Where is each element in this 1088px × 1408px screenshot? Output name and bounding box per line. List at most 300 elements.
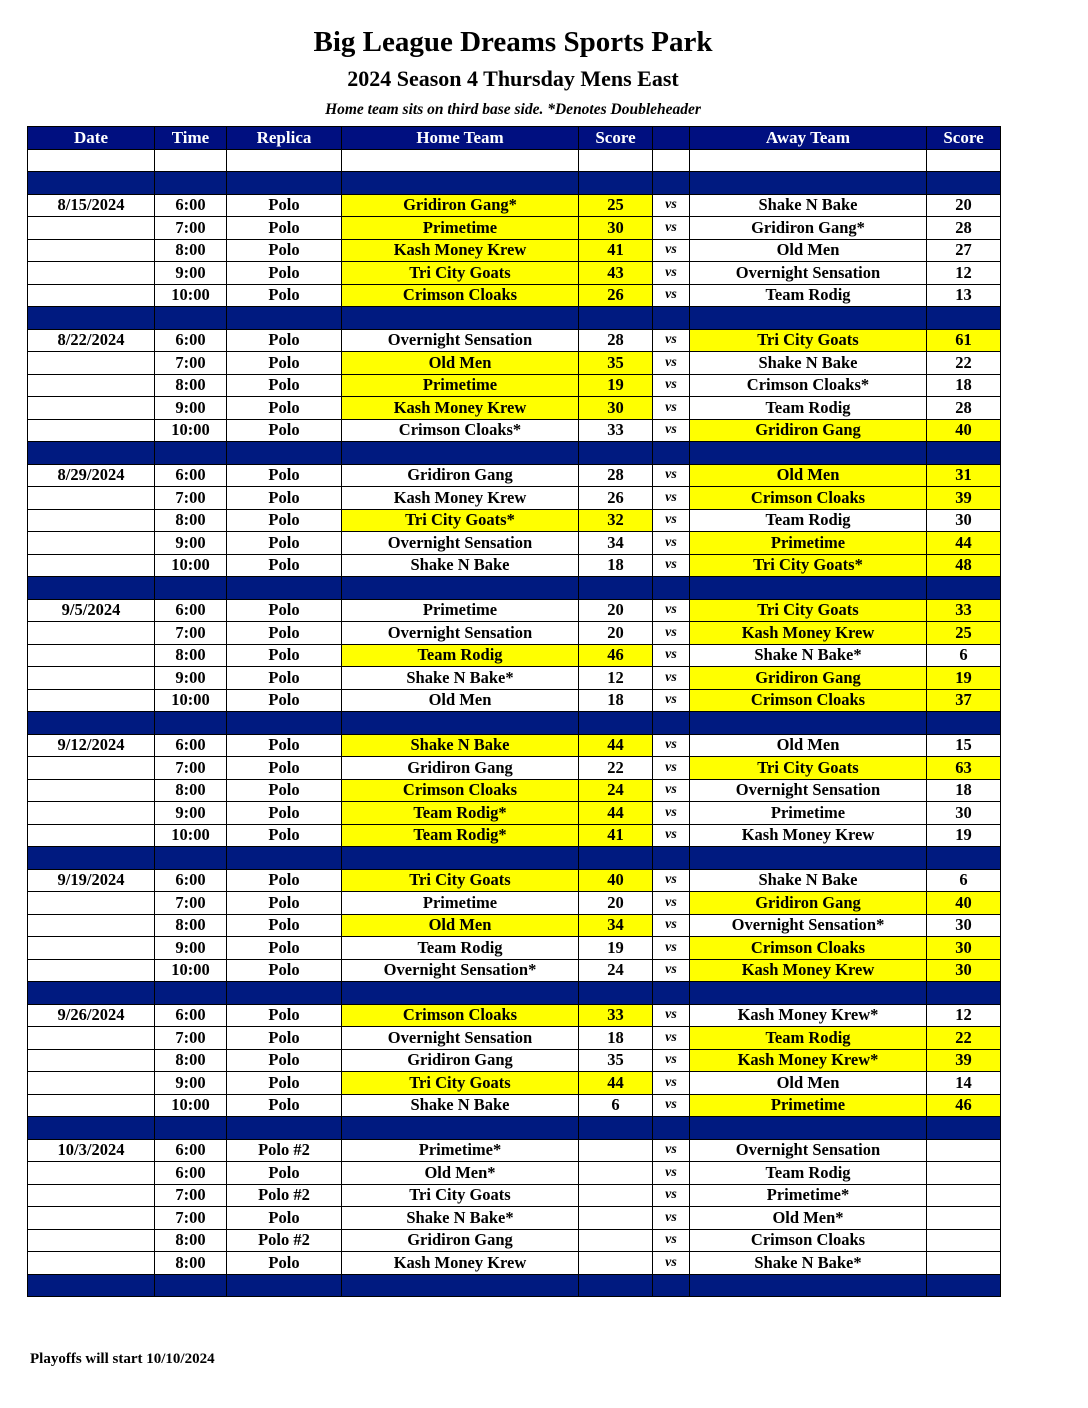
home-score: 33 <box>579 1004 653 1027</box>
away-score: 20 <box>927 194 1001 217</box>
away-score <box>927 1162 1001 1185</box>
game-time: 7:00 <box>155 622 227 645</box>
away-score: 46 <box>927 1094 1001 1117</box>
game-time: 8:00 <box>155 779 227 802</box>
game-row <box>28 779 1001 802</box>
home-score: 28 <box>579 329 653 352</box>
game-time: 10:00 <box>155 824 227 847</box>
away-team: Overnight Sensation <box>690 1139 927 1162</box>
vs-label: vs <box>653 892 690 915</box>
home-team: Old Men <box>342 914 579 937</box>
home-team: Kash Money Krew <box>342 397 579 420</box>
game-replica: Polo <box>227 599 342 622</box>
game-date <box>28 937 155 960</box>
game-date <box>28 509 155 532</box>
game-row <box>28 1184 1001 1207</box>
game-row <box>28 374 1001 397</box>
home-score: 32 <box>579 509 653 532</box>
home-team: Tri City Goats <box>342 1072 579 1095</box>
game-replica: Polo <box>227 959 342 982</box>
game-replica: Polo <box>227 239 342 262</box>
game-date <box>28 1162 155 1185</box>
home-score: 24 <box>579 779 653 802</box>
away-score: 30 <box>927 802 1001 825</box>
vs-label: vs <box>653 914 690 937</box>
away-team: Old Men <box>690 239 927 262</box>
home-score: 20 <box>579 892 653 915</box>
away-score: 28 <box>927 397 1001 420</box>
game-row <box>28 262 1001 285</box>
away-score: 40 <box>927 892 1001 915</box>
away-team: Overnight Sensation <box>690 779 927 802</box>
game-replica: Polo <box>227 734 342 757</box>
home-team: Overnight Sensation* <box>342 959 579 982</box>
game-replica: Polo <box>227 374 342 397</box>
game-row <box>28 599 1001 622</box>
away-score: 39 <box>927 1049 1001 1072</box>
home-team: Primetime <box>342 892 579 915</box>
game-row <box>28 914 1001 937</box>
game-row <box>28 824 1001 847</box>
away-team: Crimson Cloaks <box>690 937 927 960</box>
game-replica: Polo <box>227 667 342 690</box>
away-score: 19 <box>927 667 1001 690</box>
away-team: Primetime <box>690 802 927 825</box>
game-row <box>28 1139 1001 1162</box>
home-team: Old Men* <box>342 1162 579 1185</box>
home-team: Team Rodig* <box>342 802 579 825</box>
vs-label: vs <box>653 419 690 442</box>
away-score: 37 <box>927 689 1001 712</box>
vs-label: vs <box>653 284 690 307</box>
game-time: 8:00 <box>155 1252 227 1275</box>
away-score: 28 <box>927 217 1001 240</box>
away-score: 22 <box>927 1027 1001 1050</box>
game-row <box>28 802 1001 825</box>
game-time: 6:00 <box>155 464 227 487</box>
game-date <box>28 914 155 937</box>
home-team: Crimson Cloaks* <box>342 419 579 442</box>
away-team: Shake N Bake <box>690 869 927 892</box>
away-score <box>927 1184 1001 1207</box>
home-score: 46 <box>579 644 653 667</box>
home-score: 26 <box>579 487 653 510</box>
game-replica: Polo #2 <box>227 1139 342 1162</box>
home-score: 33 <box>579 419 653 442</box>
away-score: 6 <box>927 644 1001 667</box>
away-team: Team Rodig <box>690 284 927 307</box>
away-score: 18 <box>927 374 1001 397</box>
game-time: 6:00 <box>155 1139 227 1162</box>
home-score: 41 <box>579 239 653 262</box>
home-team: Crimson Cloaks <box>342 779 579 802</box>
game-time: 7:00 <box>155 757 227 780</box>
home-team: Shake N Bake* <box>342 1207 579 1230</box>
vs-label: vs <box>653 352 690 375</box>
vs-label: vs <box>653 397 690 420</box>
vs-label: vs <box>653 1252 690 1275</box>
home-score <box>579 1162 653 1185</box>
vs-label: vs <box>653 937 690 960</box>
home-team: Tri City Goats <box>342 262 579 285</box>
home-score: 44 <box>579 1072 653 1095</box>
game-replica: Polo <box>227 284 342 307</box>
away-score: 6 <box>927 869 1001 892</box>
game-row <box>28 419 1001 442</box>
home-team: Shake N Bake <box>342 734 579 757</box>
home-score: 30 <box>579 397 653 420</box>
away-team: Team Rodig <box>690 1027 927 1050</box>
home-score: 34 <box>579 914 653 937</box>
away-score: 13 <box>927 284 1001 307</box>
vs-label: vs <box>653 622 690 645</box>
game-replica: Polo <box>227 622 342 645</box>
game-date <box>28 239 155 262</box>
game-replica: Polo <box>227 487 342 510</box>
home-score: 35 <box>579 1049 653 1072</box>
away-score <box>927 1207 1001 1230</box>
vs-label: vs <box>653 464 690 487</box>
week-separator-band <box>28 577 1001 600</box>
game-date <box>28 959 155 982</box>
away-score: 39 <box>927 487 1001 510</box>
vs-label: vs <box>653 1162 690 1185</box>
away-score <box>927 1229 1001 1252</box>
game-date <box>28 824 155 847</box>
game-replica: Polo #2 <box>227 1229 342 1252</box>
week-separator-band <box>28 847 1001 870</box>
away-team: Primetime <box>690 1094 927 1117</box>
game-replica: Polo <box>227 194 342 217</box>
game-row <box>28 1094 1001 1117</box>
away-team: Crimson Cloaks <box>690 689 927 712</box>
game-time: 10:00 <box>155 554 227 577</box>
game-replica: Polo <box>227 554 342 577</box>
game-date <box>28 217 155 240</box>
vs-label: vs <box>653 509 690 532</box>
column-header-home-team: Home Team <box>342 127 579 150</box>
game-date <box>28 262 155 285</box>
vs-label: vs <box>653 487 690 510</box>
home-score: 41 <box>579 824 653 847</box>
away-score: 33 <box>927 599 1001 622</box>
home-score: 18 <box>579 689 653 712</box>
away-score: 30 <box>927 914 1001 937</box>
away-score: 18 <box>927 779 1001 802</box>
home-team: Overnight Sensation <box>342 329 579 352</box>
vs-label: vs <box>653 374 690 397</box>
game-replica: Polo #2 <box>227 1184 342 1207</box>
game-row <box>28 464 1001 487</box>
away-team: Kash Money Krew <box>690 959 927 982</box>
game-replica: Polo <box>227 1072 342 1095</box>
game-replica: Polo <box>227 1162 342 1185</box>
home-team: Old Men <box>342 689 579 712</box>
vs-label: vs <box>653 824 690 847</box>
away-team: Old Men <box>690 1072 927 1095</box>
away-team: Shake N Bake* <box>690 1252 927 1275</box>
vs-label: vs <box>653 802 690 825</box>
game-date <box>28 487 155 510</box>
home-team: Team Rodig <box>342 937 579 960</box>
game-replica: Polo <box>227 644 342 667</box>
game-row <box>28 892 1001 915</box>
game-date <box>28 1049 155 1072</box>
away-score: 19 <box>927 824 1001 847</box>
home-score <box>579 1207 653 1230</box>
game-row <box>28 352 1001 375</box>
home-score: 19 <box>579 937 653 960</box>
away-team: Gridiron Gang <box>690 419 927 442</box>
away-score: 27 <box>927 239 1001 262</box>
away-team: Shake N Bake <box>690 194 927 217</box>
game-time: 10:00 <box>155 689 227 712</box>
game-replica: Polo <box>227 352 342 375</box>
vs-label: vs <box>653 599 690 622</box>
home-team: Overnight Sensation <box>342 532 579 555</box>
home-score: 18 <box>579 1027 653 1050</box>
game-time: 9:00 <box>155 1072 227 1095</box>
game-time: 7:00 <box>155 1027 227 1050</box>
column-header-home-score: Score <box>579 127 653 150</box>
home-team: Crimson Cloaks <box>342 284 579 307</box>
vs-label: vs <box>653 757 690 780</box>
header-row <box>28 127 1001 150</box>
home-team: Gridiron Gang* <box>342 194 579 217</box>
game-time: 7:00 <box>155 892 227 915</box>
game-row <box>28 622 1001 645</box>
game-date <box>28 1252 155 1275</box>
home-score: 24 <box>579 959 653 982</box>
game-date <box>28 802 155 825</box>
game-time: 8:00 <box>155 1049 227 1072</box>
game-date: 9/5/2024 <box>28 599 155 622</box>
home-score <box>579 1229 653 1252</box>
game-replica: Polo <box>227 1049 342 1072</box>
game-time: 9:00 <box>155 937 227 960</box>
column-header-away-score: Score <box>927 127 1001 150</box>
game-time: 7:00 <box>155 1184 227 1207</box>
game-date <box>28 892 155 915</box>
away-team: Kash Money Krew* <box>690 1004 927 1027</box>
game-date <box>28 1229 155 1252</box>
week-separator-band <box>28 442 1001 465</box>
game-row <box>28 217 1001 240</box>
game-row <box>28 1072 1001 1095</box>
away-team: Tri City Goats* <box>690 554 927 577</box>
game-row <box>28 644 1001 667</box>
game-row <box>28 869 1001 892</box>
week-separator-band <box>28 307 1001 330</box>
column-header-replica: Replica <box>227 127 342 150</box>
game-replica: Polo <box>227 532 342 555</box>
away-score: 22 <box>927 352 1001 375</box>
game-row <box>28 329 1001 352</box>
away-score: 30 <box>927 509 1001 532</box>
game-replica: Polo <box>227 1252 342 1275</box>
vs-label: vs <box>653 329 690 352</box>
away-team: Team Rodig <box>690 509 927 532</box>
week-separator-band <box>28 1117 1001 1140</box>
home-score: 34 <box>579 532 653 555</box>
game-replica: Polo <box>227 1004 342 1027</box>
vs-label: vs <box>653 1094 690 1117</box>
column-header-vs <box>653 127 690 150</box>
vs-label: vs <box>653 689 690 712</box>
home-team: Primetime* <box>342 1139 579 1162</box>
vs-label: vs <box>653 1004 690 1027</box>
game-replica: Polo <box>227 509 342 532</box>
game-date <box>28 284 155 307</box>
game-row <box>28 1049 1001 1072</box>
home-team: Kash Money Krew <box>342 239 579 262</box>
game-time: 8:00 <box>155 644 227 667</box>
game-time: 6:00 <box>155 869 227 892</box>
home-score: 44 <box>579 734 653 757</box>
game-date: 8/29/2024 <box>28 464 155 487</box>
vs-label: vs <box>653 779 690 802</box>
home-team: Tri City Goats <box>342 1184 579 1207</box>
game-replica: Polo <box>227 464 342 487</box>
game-date <box>28 554 155 577</box>
game-date <box>28 1027 155 1050</box>
game-date <box>28 757 155 780</box>
game-time: 8:00 <box>155 1229 227 1252</box>
away-team: Team Rodig <box>690 397 927 420</box>
week-separator-band <box>28 982 1001 1005</box>
away-score: 61 <box>927 329 1001 352</box>
game-row <box>28 757 1001 780</box>
home-team: Gridiron Gang <box>342 757 579 780</box>
away-score: 25 <box>927 622 1001 645</box>
home-score: 30 <box>579 217 653 240</box>
away-score: 12 <box>927 262 1001 285</box>
home-score: 19 <box>579 374 653 397</box>
game-row <box>28 1229 1001 1252</box>
game-replica: Polo <box>227 217 342 240</box>
week-separator-band <box>28 712 1001 735</box>
game-date: 9/26/2024 <box>28 1004 155 1027</box>
game-time: 9:00 <box>155 397 227 420</box>
home-score: 26 <box>579 284 653 307</box>
game-date <box>28 419 155 442</box>
away-team: Old Men <box>690 734 927 757</box>
game-row <box>28 194 1001 217</box>
home-team: Tri City Goats* <box>342 509 579 532</box>
game-date <box>28 667 155 690</box>
game-row <box>28 1027 1001 1050</box>
home-score: 40 <box>579 869 653 892</box>
vs-label: vs <box>653 1229 690 1252</box>
vs-label: vs <box>653 194 690 217</box>
game-time: 7:00 <box>155 352 227 375</box>
home-team: Old Men <box>342 352 579 375</box>
game-replica: Polo <box>227 779 342 802</box>
vs-label: vs <box>653 959 690 982</box>
home-team: Kash Money Krew <box>342 487 579 510</box>
game-replica: Polo <box>227 262 342 285</box>
away-team: Gridiron Gang* <box>690 217 927 240</box>
game-replica: Polo <box>227 1094 342 1117</box>
away-team: Crimson Cloaks <box>690 487 927 510</box>
game-time: 10:00 <box>155 419 227 442</box>
home-team: Overnight Sensation <box>342 1027 579 1050</box>
game-time: 7:00 <box>155 217 227 240</box>
game-date <box>28 1184 155 1207</box>
home-team: Team Rodig <box>342 644 579 667</box>
away-team: Gridiron Gang <box>690 892 927 915</box>
game-date <box>28 689 155 712</box>
away-score: 40 <box>927 419 1001 442</box>
game-date <box>28 622 155 645</box>
game-time: 10:00 <box>155 1094 227 1117</box>
home-team: Tri City Goats <box>342 869 579 892</box>
schedule-table <box>27 126 1001 1297</box>
game-date <box>28 1094 155 1117</box>
column-header-time: Time <box>155 127 227 150</box>
game-time: 7:00 <box>155 1207 227 1230</box>
vs-label: vs <box>653 1184 690 1207</box>
game-row <box>28 509 1001 532</box>
game-date <box>28 1072 155 1095</box>
page-title: Big League Dreams Sports Park <box>313 26 713 58</box>
week-separator-band <box>28 172 1001 195</box>
column-header-away-team: Away Team <box>690 127 927 150</box>
vs-label: vs <box>653 667 690 690</box>
game-time: 6:00 <box>155 1162 227 1185</box>
game-time: 9:00 <box>155 532 227 555</box>
away-score: 30 <box>927 937 1001 960</box>
game-time: 9:00 <box>155 667 227 690</box>
game-date <box>28 779 155 802</box>
game-replica: Polo <box>227 1207 342 1230</box>
away-team: Crimson Cloaks <box>690 1229 927 1252</box>
game-row <box>28 1252 1001 1275</box>
away-team: Tri City Goats <box>690 329 927 352</box>
game-replica: Polo <box>227 869 342 892</box>
game-time: 10:00 <box>155 959 227 982</box>
away-team: Kash Money Krew* <box>690 1049 927 1072</box>
away-team: Kash Money Krew <box>690 622 927 645</box>
game-date <box>28 1207 155 1230</box>
game-time: 6:00 <box>155 194 227 217</box>
vs-label: vs <box>653 554 690 577</box>
game-row <box>28 239 1001 262</box>
away-team: Shake N Bake* <box>690 644 927 667</box>
game-time: 8:00 <box>155 239 227 262</box>
away-team: Gridiron Gang <box>690 667 927 690</box>
playoffs-note: Playoffs will start 10/10/2024 <box>30 1351 215 1367</box>
home-score: 28 <box>579 464 653 487</box>
game-date <box>28 644 155 667</box>
home-score: 20 <box>579 599 653 622</box>
blank-row <box>28 149 1001 172</box>
game-date: 9/19/2024 <box>28 869 155 892</box>
away-team: Old Men <box>690 464 927 487</box>
game-time: 6:00 <box>155 329 227 352</box>
home-team: Overnight Sensation <box>342 622 579 645</box>
game-replica: Polo <box>227 937 342 960</box>
game-date: 8/22/2024 <box>28 329 155 352</box>
game-time: 8:00 <box>155 509 227 532</box>
away-team: Shake N Bake <box>690 352 927 375</box>
away-score: 44 <box>927 532 1001 555</box>
game-time: 9:00 <box>155 262 227 285</box>
game-time: 6:00 <box>155 734 227 757</box>
game-replica: Polo <box>227 824 342 847</box>
game-row <box>28 1207 1001 1230</box>
game-replica: Polo <box>227 892 342 915</box>
